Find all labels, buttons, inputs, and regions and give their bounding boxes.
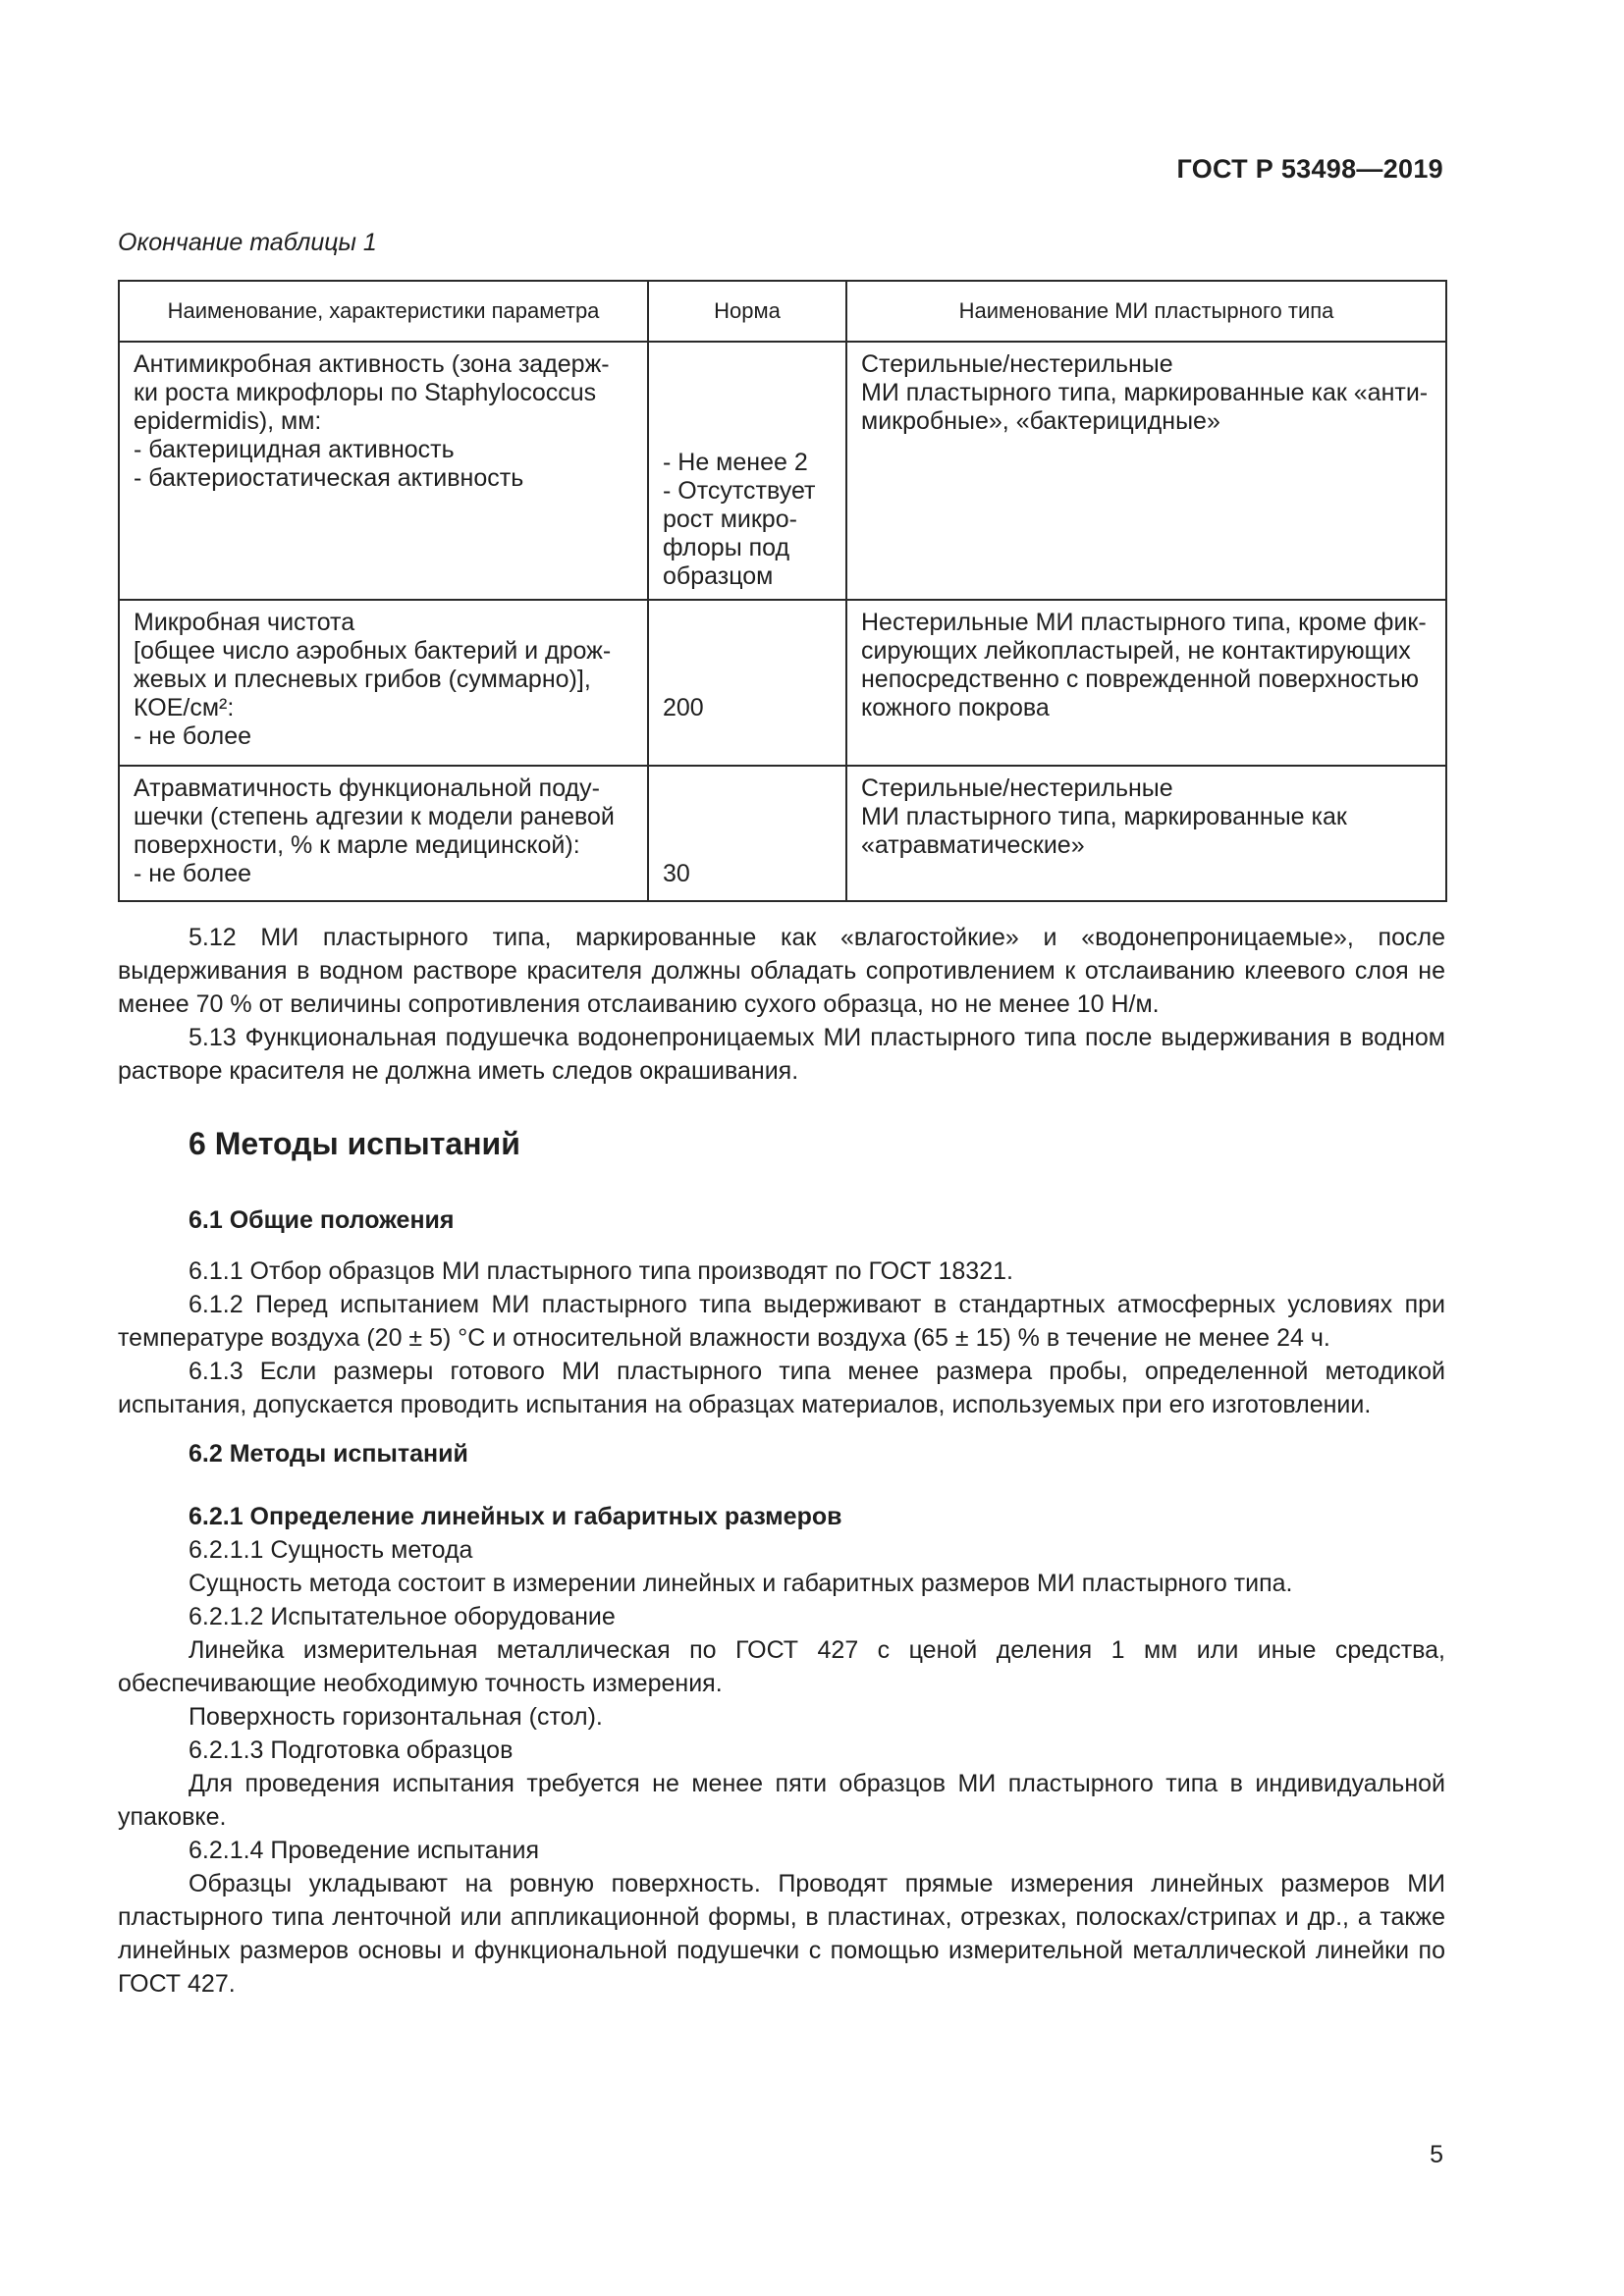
clause-6-2-1-4-text: Образцы укладывают на ровную поверхность. Проводят прямые измерения линейных размеров МИ пластырного типа ленточной или аппликационной формы, в пластинах, отрезках, полосках/стрипах и др., а также линейных размеров основы и функциональной подушечки с помощью измерительной металлической линейки по ГОСТ 427. — [118, 1870, 1445, 1998]
clause-6-2-1-1-heading: 6.2.1.1 Сущность метода — [189, 1536, 473, 1564]
cell-line: - бактериостатическая активность — [134, 464, 524, 492]
cell-line: Нестерильные МИ пластырного типа, кроме фик- — [861, 609, 1427, 636]
type-cell — [846, 342, 1446, 600]
clause-6-2-1-2-text: Линейка измерительная металлическая по ГОСТ 427 с ценой деления 1 мм или иные средства, обеспечивающие необходимую точность измерения. — [118, 1636, 1445, 1697]
page-number: 5 — [1430, 2141, 1443, 2168]
clause-6-2-1-3-heading: 6.2.1.3 Подготовка образцов — [189, 1736, 514, 1764]
subsection-6-2-1-heading: 6.2.1 Определение линейных и габаритных размеров — [189, 1503, 842, 1530]
cell-line: Стерильные/нестерильные — [861, 350, 1173, 378]
cell-line: рост микро- — [663, 506, 797, 533]
cell-line: микробные», «бактерицидные» — [861, 407, 1220, 435]
cell-line: - не более — [134, 860, 251, 887]
cell-line: - бактерицидная активность — [134, 436, 455, 463]
table-caption: Окончание таблицы 1 — [118, 229, 377, 256]
cell-line: 200 — [663, 694, 704, 721]
column-header: Наименование МИ пластырного типа — [846, 281, 1446, 342]
clause-6-2-1-3-text: Для проведения испытания требуется не менее пяти образцов МИ пластырного типа в индивидуальной упаковке. — [118, 1770, 1445, 1831]
requirements-continuation — [118, 921, 1445, 1088]
cell-line: жевых и плесневых грибов (суммарно)], — [134, 666, 591, 693]
paragraph-6-1-1: 6.1.1 Отбор образцов МИ пластырного типа производят по ГОСТ 18321. — [189, 1257, 1013, 1285]
clause-6-2-1-2-heading: 6.2.1.2 Испытательное оборудование — [189, 1603, 616, 1630]
subsection-6-2-heading: 6.2 Методы испытаний — [189, 1440, 468, 1468]
document-code: ГОСТ Р 53498—2019 — [1176, 154, 1443, 184]
requirements-table — [118, 280, 1447, 902]
cell-line: МИ пластырного типа, маркированные как — [861, 803, 1347, 830]
table-row — [119, 342, 1446, 600]
cell-line: Микробная чистота — [134, 609, 355, 636]
table-row — [119, 766, 1446, 901]
subsection-6-1-heading: 6.1 Общие положения — [189, 1206, 455, 1234]
type-cell — [846, 766, 1446, 901]
paragraph-6-1-2: 6.1.2 Перед испытанием МИ пластырного типа выдерживают в стандартных атмосферных условиях при температуре воздуха (20 ± 5) °С и относительной влажности воздуха (65 ± 15) % в течение не менее 24 ч. — [118, 1291, 1445, 1352]
norm-cell — [648, 342, 846, 600]
param-cell — [119, 600, 648, 766]
cell-line: [общее число аэробных бактерий и дрож- — [134, 637, 612, 665]
cell-line: «атравматические» — [861, 831, 1085, 859]
column-header: Наименование, характеристики параметра — [119, 281, 648, 342]
type-cell — [846, 600, 1446, 766]
cell-line: образцом — [663, 562, 774, 590]
norm-cell — [648, 766, 846, 901]
cell-line: поверхности, % к марле медицинской): — [134, 831, 580, 859]
cell-line: epidermidis), мм: — [134, 407, 322, 435]
clause-6-2-1-4-heading: 6.2.1.4 Проведение испытания — [189, 1837, 539, 1864]
clause-6-2-1-2-text: Поверхность горизонтальная (стол). — [189, 1703, 603, 1731]
cell-line: - Не менее 2 — [663, 449, 808, 476]
param-cell — [119, 342, 648, 600]
cell-line: 30 — [663, 860, 690, 887]
section-6-heading: 6 Методы испытаний — [189, 1126, 520, 1161]
cell-line: кожного покрова — [861, 694, 1050, 721]
cell-line: Антимикробная активность (зона задерж- — [134, 350, 610, 378]
cell-line: ки роста микрофлоры по Staphylococcus — [134, 379, 597, 406]
cell-line: Стерильные/нестерильные — [861, 774, 1173, 802]
param-cell — [119, 766, 648, 901]
cell-line: Атравматичность функциональной поду- — [134, 774, 600, 802]
table-row — [119, 600, 1446, 766]
cell-line: шечки (степень адгезии к модели раневой — [134, 803, 615, 830]
paragraph-6-1-3: 6.1.3 Если размеры готового МИ пластырного типа менее размера пробы, определенной методикой испытания, допускается проводить испытания на образцах материалов, используемых при его изготовлении. — [118, 1358, 1445, 1418]
section-6-body — [118, 1203, 1445, 2001]
cell-line: КОЕ/см²: — [134, 694, 235, 721]
cell-line: - не более — [134, 722, 251, 750]
clause-6-2-1-1-text: Сущность метода состоит в измерении линейных и габаритных размеров МИ пластырного типа. — [189, 1570, 1293, 1597]
cell-line: - Отсутствует — [663, 477, 816, 505]
cell-line: сирующих лейкопластырей, не контактирующих — [861, 637, 1411, 665]
table-header-row — [119, 281, 1446, 342]
norm-cell — [648, 600, 846, 766]
cell-line: непосредственно с поврежденной поверхностью — [861, 666, 1420, 693]
cell-line: МИ пластырного типа, маркированные как «анти- — [861, 379, 1429, 406]
column-header: Норма — [648, 281, 846, 342]
paragraph-5-12: 5.12 МИ пластырного типа, маркированные как «влагостойкие» и «водонепроницаемые», после выдерживания в водном растворе красителя должны обладать сопротивлением к отслаиванию клеевого слоя не менее 70 % от величины сопротивления отслаиванию сухого образца, но не менее 10 Н/м. — [118, 924, 1445, 1018]
cell-line: флоры под — [663, 534, 790, 561]
paragraph-5-13: 5.13 Функциональная подушечка водонепроницаемых МИ пластырного типа после выдерживания в водном растворе красителя не должна иметь следов окрашивания. — [118, 1024, 1445, 1085]
